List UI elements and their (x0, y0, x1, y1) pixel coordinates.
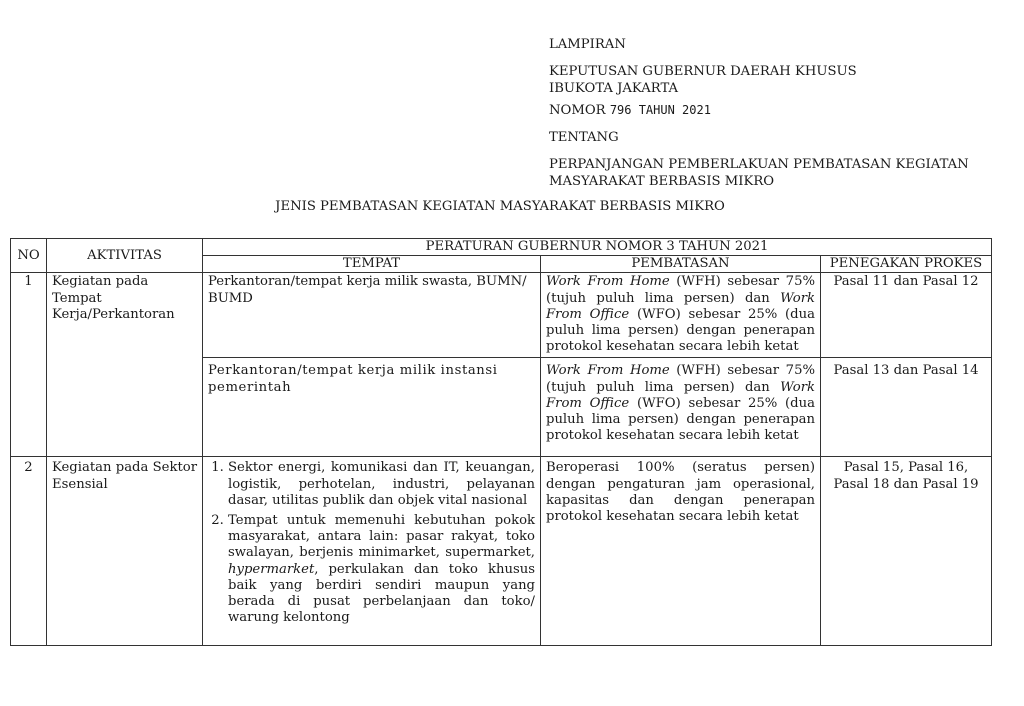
row-tempat: Perkantoran/tempat kerja milik swasta, BUMN/ BUMD (203, 273, 541, 358)
col-prokes-header: PENEGAKAN PROKES (821, 256, 992, 273)
document-header (549, 36, 1009, 190)
row-aktivitas: Kegiatan pada Sektor Esensial (47, 457, 203, 646)
col-no-header: NO (11, 239, 47, 273)
row-tempat: Perkantoran/tempat kerja milik instansi pemerintah (203, 358, 541, 457)
row-no: 1 (11, 273, 47, 457)
row-aktivitas: Kegiatan pada Tempat Kerja/Perkantoran (47, 273, 203, 457)
tempat-list (208, 460, 535, 626)
table-row (11, 273, 992, 358)
col-group-header: PERATURAN GUBERNUR NOMOR 3 TAHUN 2021 (203, 239, 992, 256)
row-tempat (203, 457, 541, 646)
nomor-label: NOMOR (549, 103, 606, 118)
col-aktivitas-header: AKTIVITAS (47, 239, 203, 273)
restriction-table (10, 238, 992, 646)
col-pembatasan-header: PEMBATASAN (541, 256, 821, 273)
row-pembatasan: Work From Home (WFH) sebesar 75% (tujuh puluh lima persen) dan Work From Office (WFO) sebesar 25% (dua puluh lima persen) dengan penerapan protokol kesehatan secara lebih ketat (541, 273, 821, 358)
lampiran-label: LAMPIRAN (549, 37, 626, 52)
row-prokes: Pasal 13 dan Pasal 14 (821, 358, 992, 457)
row-pembatasan: Work From Home (WFH) sebesar 75% (tujuh puluh lima persen) dan Work From Office (WFO) sebesar 25% (dua puluh lima persen) dengan penerapan protokol kesehatan secara lebih ketat (541, 358, 821, 457)
subject-line-2: MASYARAKAT BERBASIS MIKRO (549, 174, 775, 189)
nomor-line (549, 102, 1009, 119)
col-tempat-header: TEMPAT (203, 256, 541, 273)
table-header-row (11, 239, 992, 256)
row-prokes: Pasal 11 dan Pasal 12 (821, 273, 992, 358)
keputusan-line-2: IBUKOTA JAKARTA (549, 81, 679, 96)
nomor-value: 796 TAHUN 2021 (609, 103, 711, 117)
row-pembatasan: Beroperasi 100% (seratus persen) dengan pengaturan jam operasional, kapasitas dan dengan penerapan protokol kesehatan secara lebih ketat (541, 457, 821, 646)
row-prokes: Pasal 15, Pasal 16, Pasal 18 dan Pasal 19 (821, 457, 992, 646)
keputusan-line-1: KEPUTUSAN GUBERNUR DAERAH KHUSUS (549, 64, 857, 79)
document-title: JENIS PEMBATASAN KEGIATAN MASYARAKAT BERBASIS MIKRO (275, 199, 725, 214)
table-row (11, 457, 992, 646)
list-item: 1. Sektor energi, komunikasi dan IT, keuangan, logistik, perhotelan, industri, pelayanan dasar, utilitas publik dan objek vital nasional (228, 460, 535, 509)
list-item: 2. Tempat untuk memenuhi kebutuhan pokok masyarakat, antara lain: pasar rakyat, toko swalayan, berjenis minimarket, supermarket, hypermarket, perkulakan dan toko khusus baik yang berdiri sendiri maupun yang berada di pusat perbelanjaan dan toko/ warung kelontong (228, 513, 535, 626)
tentang-label: TENTANG (549, 130, 619, 145)
subject-line-1: PERPANJANGAN PEMBERLAKUAN PEMBATASAN KEGIATAN (549, 157, 969, 172)
row-no: 2 (11, 457, 47, 646)
